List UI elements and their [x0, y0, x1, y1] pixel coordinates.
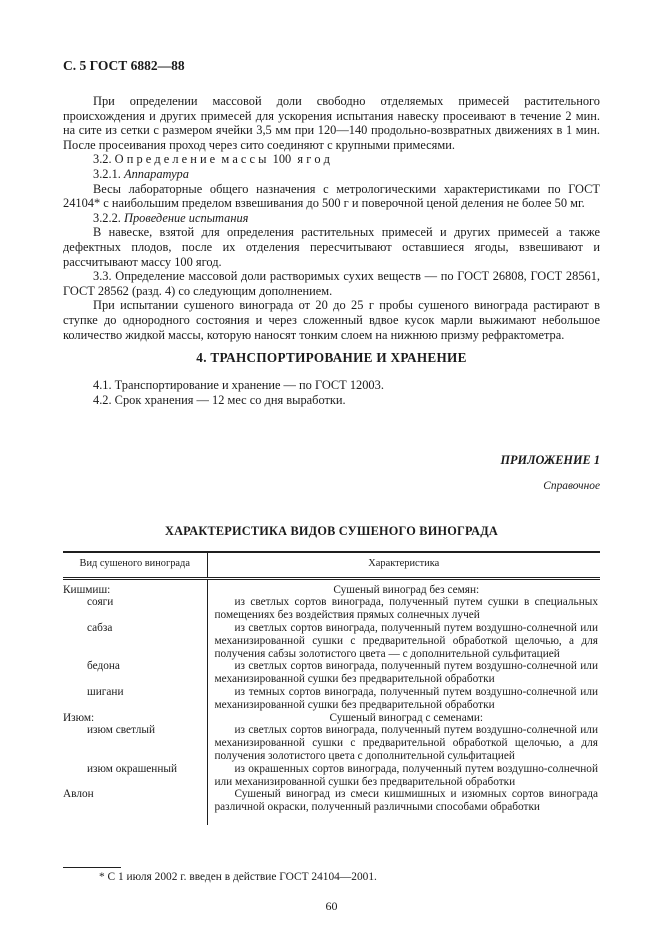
spacer-cell — [63, 814, 207, 825]
appendix-label: ПРИЛОЖЕНИЕ 1 — [500, 453, 600, 468]
grape-kind-cell: Авлон — [63, 788, 94, 801]
para-sieving: При определении массовой доли свободно отделяемых примесей растительного происхождения и других примесей для ускорения испытания навеску просеивают в течение 2 мин. на сите из сетки с размером ячейки 3,5 мм при 120—140 продольно-возвратных движениях в 1 мин. После просеивания проход через сито соединяют с крупными примесями. — [63, 94, 600, 152]
characteristics-table — [63, 551, 600, 825]
table-row — [63, 622, 600, 660]
characteristics-table-body — [63, 578, 600, 825]
para-refractometer: При испытании сушеного винограда от 20 до 25 г пробы сушеного винограда растирают в ступке до однородного состояния и через сложенный вдвое кусок марли выжимают небольшое количество жидкой массы, которую наносят тонким слоем на нижнюю призму рефрактометра. — [63, 298, 600, 342]
characteristic-cell: из светлых сортов винограда, полученный путем воздушно-солнечной или механизированной сушки без предварительной обработки — [207, 660, 600, 686]
page-number: 60 — [325, 898, 338, 913]
grape-kind-cell: изюм светлый — [87, 724, 155, 737]
table-row — [63, 788, 600, 814]
subsection-number: 3.2.1. — [93, 166, 121, 181]
table-row — [63, 660, 600, 686]
subsection-title: Проведение испытания — [124, 210, 249, 225]
table-title: ХАРАКТЕРИСТИКА ВИДОВ СУШЕНОГО ВИНОГРАДА — [165, 523, 498, 538]
footnote-block — [63, 867, 600, 885]
characteristics-table-head — [63, 552, 600, 578]
table-row — [63, 712, 600, 725]
subsection-3-2-2-heading — [63, 211, 600, 226]
characteristic-cell: из светлых сортов винограда, полученный путем сушки в специальных помещениях без воздействия прямых солнечных лучей — [207, 596, 600, 622]
footnote-text: * С 1 июля 2002 г. введен в действие ГОСТ 24104—2001. — [99, 871, 377, 884]
section-4-heading: 4. ТРАНСПОРТИРОВАНИЕ И ХРАНЕНИЕ — [196, 350, 467, 366]
table-spacer-row — [63, 814, 600, 825]
characteristic-cell: из окрашенных сортов винограда, полученный путем воздушно-солнечной или механизированной сушки без предварительной обработки — [207, 763, 600, 789]
para-scales: Весы лабораторные общего назначения с метрологическими характеристиками по ГОСТ 24104* с наибольшим пределом взвешивания до 500 г и поверочной ценой деления не более 50 мг. — [63, 181, 600, 211]
subsection-3-2-heading: 3.2. О п р е д е л е н и е м а с с ы 100 я г о д — [93, 152, 330, 167]
grape-kind-cell: сабза — [87, 622, 113, 635]
table-row — [63, 686, 600, 712]
table-row — [63, 578, 600, 596]
appendix-sublabel: Справочное — [543, 479, 600, 492]
characteristic-cell: из светлых сортов винограда, полученный путем воздушно-солнечной или механизированной сушки с предварительной обработкой щелочью, а для получения золотистого цвета с дополнительной сульфитацией — [207, 724, 600, 762]
item-4-1: 4.1. Транспортирование и хранение — по ГОСТ 12003. — [93, 378, 384, 393]
spacer-cell — [207, 814, 600, 825]
subsection-number: 3.2.2. — [93, 210, 121, 225]
characteristic-cell: из темных сортов винограда, полученный путем воздушно-солнечной или механизированной сушки без предварительной обработки — [207, 686, 600, 712]
footnote-separator — [63, 867, 121, 868]
page-content — [63, 58, 600, 926]
grape-kind-cell: шигани — [87, 686, 124, 699]
grape-kind-cell: бедона — [87, 660, 120, 673]
table-row — [63, 724, 600, 762]
para-3-3: 3.3. Определение массовой доли растворимых сухих веществ — по ГОСТ 26808, ГОСТ 28561, ГОСТ 28562 (разд. 4) со следующим дополнением. — [63, 269, 600, 298]
grape-kind-cell: Изюм: — [63, 711, 95, 724]
grape-kind-cell: Кишмиш: — [63, 583, 111, 596]
para-weighing: В навеске, взятой для определения растительных примесей и других примесей а также дефектных плодов, после их отделения пересчитывают оставшиеся ягоды, взвешивают и рассчитывают массу 100 ягод. — [63, 225, 600, 269]
grape-kind-cell: сояги — [87, 596, 114, 609]
grape-kind-cell: изюм окрашенный — [87, 762, 178, 775]
column-header-kind: Вид сушеного винограда — [63, 552, 207, 578]
table-row — [63, 763, 600, 789]
table-row — [63, 596, 600, 622]
item-4-2: 4.2. Срок хранения — 12 мес со дня выработки. — [93, 392, 346, 407]
column-header-characteristic: Характеристика — [207, 552, 600, 578]
section-4-body — [63, 378, 600, 407]
characteristic-cell: Сушеный виноград с семенами: — [207, 712, 600, 725]
subsection-3-2-1-heading — [63, 167, 600, 182]
characteristic-cell: из светлых сортов винограда, полученный путем воздушно-солнечной или механизированной сушки с предварительной обработкой щелочью, а для получения сабзы золотистого цвета — с дополнительной сульфитацией — [207, 622, 600, 660]
characteristic-cell: Сушеный виноград из смеси кишмишных и изюмных сортов винограда различной окраски, полученный различными способами обработки — [207, 788, 600, 814]
running-header: С. 5 ГОСТ 6882—88 — [63, 58, 185, 73]
characteristic-cell: Сушеный виноград без семян: — [207, 578, 600, 596]
subsection-title: Аппаратура — [124, 166, 189, 181]
table-header-row — [63, 552, 600, 578]
section-3-body — [63, 94, 600, 342]
